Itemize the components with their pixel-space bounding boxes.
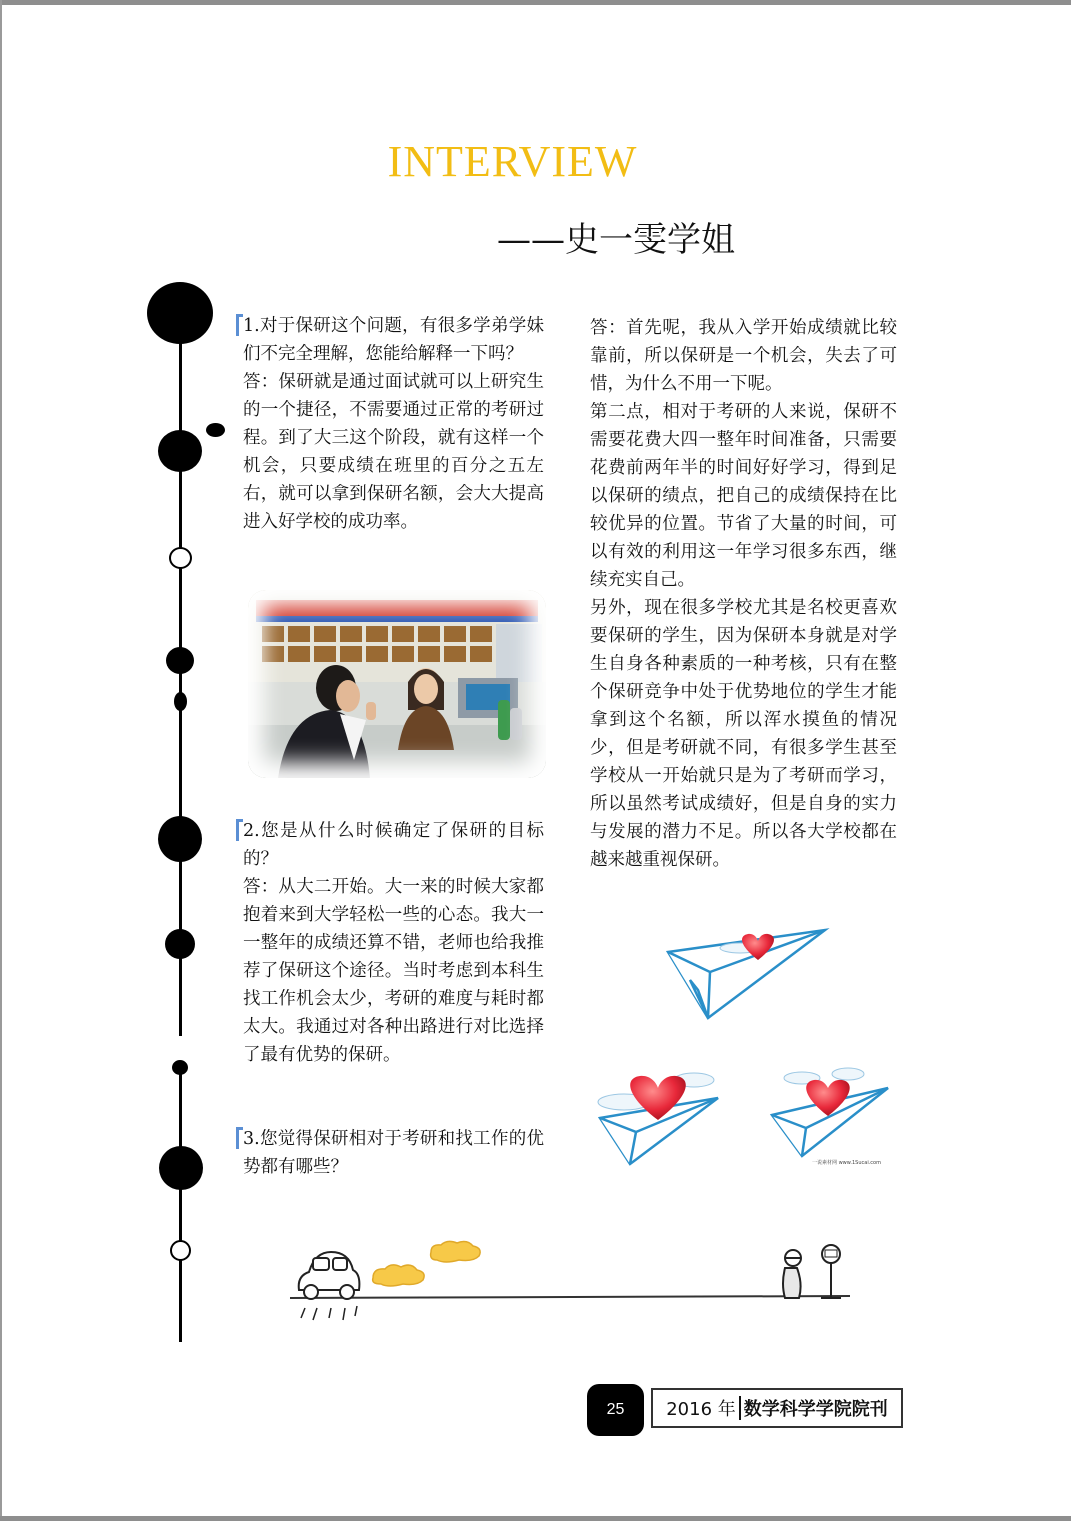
footer-separator <box>739 1396 741 1420</box>
right-column <box>590 314 897 874</box>
timeline-dot-large <box>147 282 213 344</box>
question-2: 2.您是从什么时候确定了保研的目标的？ <box>243 817 544 873</box>
left-column <box>243 312 544 536</box>
timeline-dot <box>165 929 195 959</box>
page-bottom-border <box>0 1516 1071 1521</box>
answer-2: 答：从大二开始。大一来的时候大家都抱着来到大学轻松一些的心态。我大一一整年的成绩还算不错，老师也给我推荐了保研这个途径。当时考虑到本科生找工作机会太少，考研的难度与耗时都太大。我通过对各种出路进行对比选择了最有优势的保研。 <box>243 877 544 1065</box>
magazine-footer <box>651 1388 903 1428</box>
answer-3-part-1: 答：首先呢，我从入学开始成绩就比较靠前，所以保研是一个机会，失去了可惜，为什么不用一下呢。 <box>590 318 897 394</box>
page-left-border <box>0 0 2 1521</box>
timeline-dot <box>158 430 202 472</box>
timeline-ring <box>169 547 192 569</box>
person-at-bus-stop-icon <box>783 1245 841 1298</box>
timeline-dot-small <box>172 1060 188 1075</box>
left-column-q3 <box>243 1125 544 1181</box>
footer-magazine-name: 数学科学学院院刊 <box>743 1399 888 1420</box>
interview-photo <box>248 590 546 778</box>
question-1: 1.对于保研这个问题，有很多学弟学妹们不完全理解，您能给解释一下吗？ <box>243 312 544 368</box>
illustration-watermark: 一说素材网 www.1Sucai.com <box>812 1160 881 1166</box>
timeline-dot <box>166 647 194 674</box>
cloud-icon <box>373 1241 480 1286</box>
paper-plane-heart-illustration <box>590 920 900 1170</box>
question-3: 3.您觉得保研相对于考研和找工作的优势都有哪些？ <box>243 1125 544 1181</box>
answer-3-part-3: 另外，现在很多学校尤其是名校更喜欢要保研的学生，因为保研本身就是对学生自身各种素质的一种考核，只有在整个保研竞争中处于优势地位的学生才能拿到这个名额，所以浑水摸鱼的情况少，但是考研就不同，有很多学生甚至学校从一开始就只是为了考研而学习，所以虽然考试成绩好，但是自身的实力与发展的潜力不足。所以各大学校都在越来越重视保研。 <box>590 598 897 870</box>
page-top-border <box>0 0 1071 5</box>
answer-3-part-2: 第二点，相对于考研的人来说，保研不需要花费大四一整年时间准备，只需要花费前两年半的时间好好学习，得到足以保研的绩点，把自己的成绩保持在比较优异的位置。节省了大量的时间，可以有效的利用这一年学习很多东西，继续充实自己。 <box>590 402 897 590</box>
car-icon <box>299 1252 360 1320</box>
page-title: INTERVIEW <box>387 137 638 186</box>
timeline-dot-large <box>159 1146 203 1190</box>
road-sketch-illustration <box>285 1236 855 1336</box>
question-marker <box>236 314 243 336</box>
page-number: 25 <box>587 1384 644 1436</box>
left-column-lower <box>243 817 544 1069</box>
timeline-line-lower <box>179 1070 182 1342</box>
answer-1: 答：保研就是通过面试就可以上研究生的一个捷径，不需要通过正常的考研过程。到了大三这个阶段，就有这样一个机会，只要成绩在班里的百分之五左右，就可以拿到保研名额，会大大提高进入好学校的成功率。 <box>243 372 544 532</box>
timeline-dot-large <box>158 816 202 862</box>
page-subtitle: ——史一雯学姐 <box>497 220 735 260</box>
question-marker <box>236 819 243 841</box>
timeline-dot-oval <box>174 692 187 711</box>
question-marker <box>236 1127 243 1149</box>
timeline-dot-small <box>206 423 225 437</box>
timeline-ring <box>170 1240 191 1261</box>
footer-year: 2016 年 <box>666 1399 736 1420</box>
